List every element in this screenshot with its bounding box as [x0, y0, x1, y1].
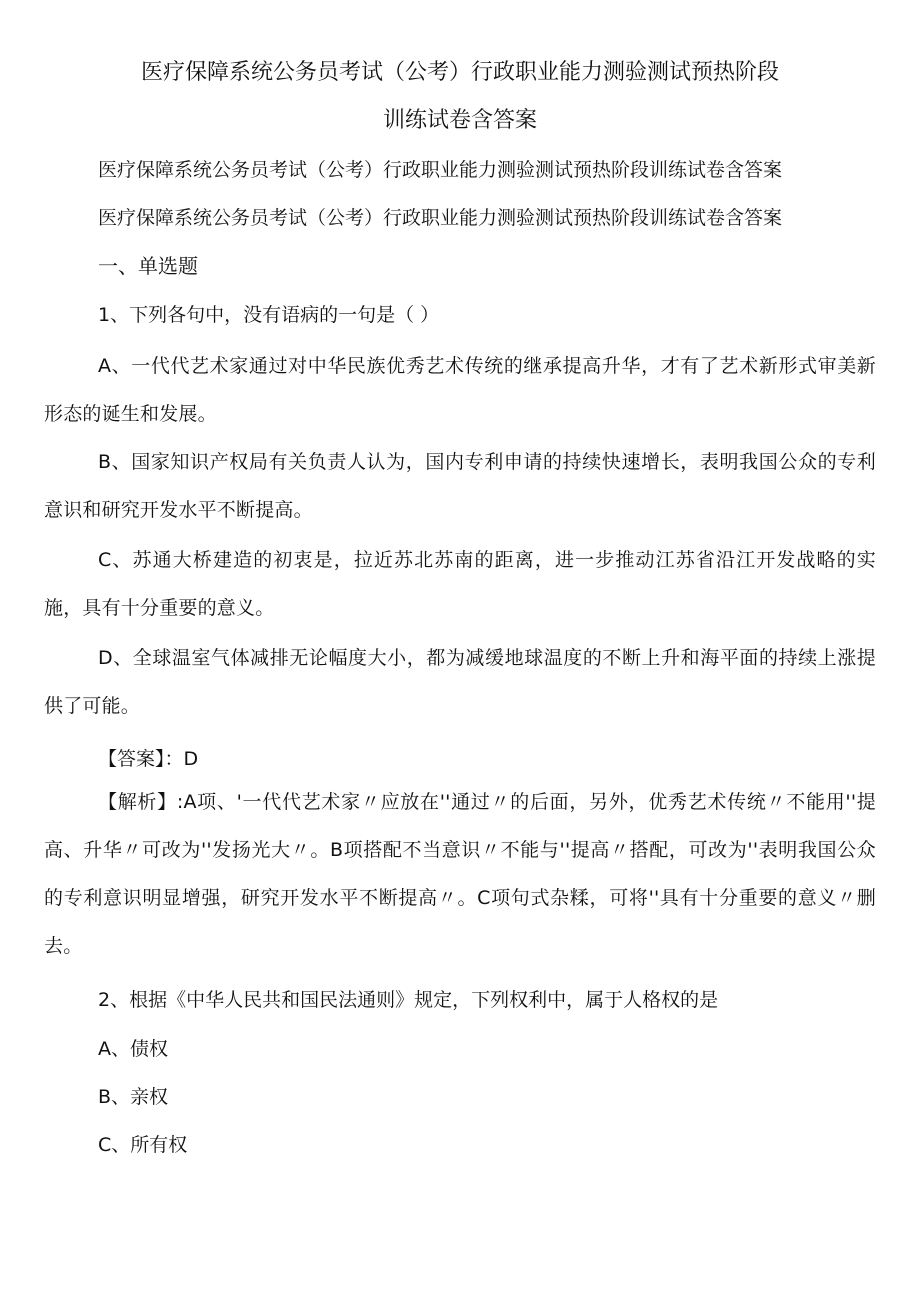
question-1-option-a: A、一代代艺术家通过对中华民族优秀艺术传统的继承提高升华，才有了艺术新形式审美新形态的诞生和发展。: [44, 355, 876, 425]
question-1-answer: 【答案】：D: [98, 748, 199, 770]
question-1-option-b: B、国家知识产权局有关负责人认为，国内专利申请的持续快速增长，表明我国公众的专利意识和研究开发水平不断提高。: [44, 451, 876, 521]
document-subtitle-1: 医疗保障系统公务员考试（公考）行政职业能力测验测试预热阶段训练试卷含答案: [98, 159, 783, 181]
document-title-line1: 医疗保障系统公务员考试（公考）行政职业能力测验测试预热阶段: [140, 60, 779, 85]
question-2-option-b: B、亲权: [98, 1086, 169, 1108]
question-2-option-a: A、债权: [98, 1038, 168, 1060]
document-subtitle-2: 医疗保障系统公务员考试（公考）行政职业能力测验测试预热阶段训练试卷含答案: [98, 207, 783, 229]
document-title-line2: 训练试卷含答案: [382, 108, 537, 133]
question-2-stem: 2、根据《中华人民共和国民法通则》规定，下列权利中，属于人格权的是: [98, 989, 719, 1011]
question-1-option-d: D、全球温室气体减排无论幅度大小，都为减缓地球温度的不断上升和海平面的持续上涨提供了可能。: [44, 647, 876, 717]
section-heading: 一、单选题: [98, 254, 198, 278]
question-1-analysis: 【解析】:A项、'一代代艺术家〃应放在''通过〃的后面，另外，优秀艺术传统〃不能用''提高、升华〃可改为''发扬光大〃。B项搭配不当意识〃不能与''提高〃搭配，可改为''表明我国公众的专利意识明显增强，研究开发水平不断提高〃。C项句式杂糅，可将''具有十分重要的意义〃删去。: [44, 791, 876, 957]
question-1-option-c: C、苏通大桥建造的初衷是，拉近苏北苏南的距离，进一步推动江苏省沿江开发战略的实施，具有十分重要的意义。: [44, 549, 876, 619]
question-1-stem: 1、下列各句中，没有语病的一句是（ ）: [98, 304, 440, 326]
question-2-option-c: C、所有权: [98, 1134, 188, 1156]
